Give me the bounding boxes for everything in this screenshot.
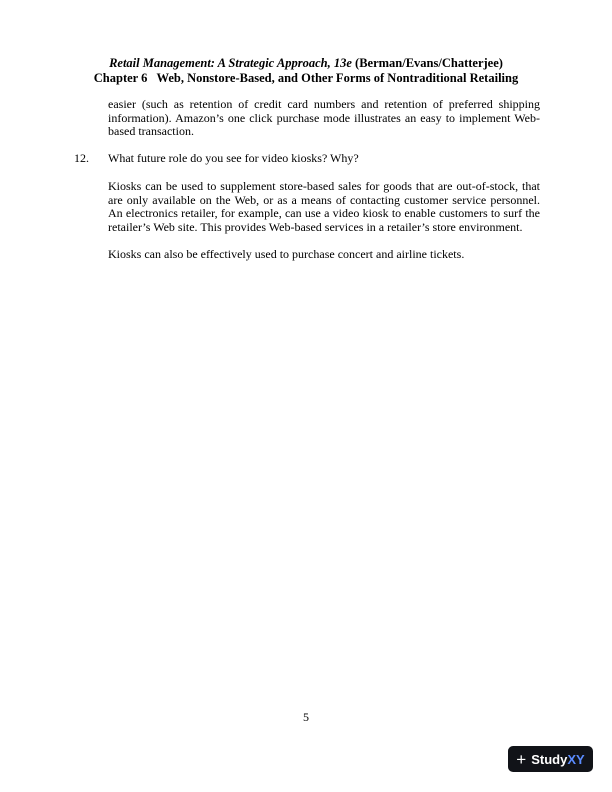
continuation-paragraph: easier (such as retention of credit card numbers and retention of preferred shipping information). Amazon’s one click purchase mode illustrates an easy to implement Web-based transaction. <box>108 97 540 139</box>
question-12 <box>74 152 359 166</box>
brand-main: Study <box>531 751 568 767</box>
question-number: 12. <box>74 151 89 165</box>
plus-icon: + <box>516 749 527 769</box>
page-number: 5 <box>303 710 309 724</box>
answer-paragraph-2: Kiosks can also be effectively used to purchase concert and airline tickets. <box>108 247 465 261</box>
page-header <box>0 56 612 86</box>
studyxy-watermark <box>508 746 593 772</box>
book-title: Retail Management: A Strategic Approach, 13e <box>109 56 352 70</box>
question-text: What future role do you see for video kiosks? Why? <box>108 151 359 165</box>
book-authors: (Berman/Evans/Chatterjee) <box>351 56 503 70</box>
answer-paragraph-1: Kiosks can be used to supplement store-based sales for goods that are out-of-stock, that are only available on the Web, or as a means of contacting customer service personnel. An electronics retailer, for example, can use a video kiosk to enable customers to surf the retailer’s Web site. This provides Web-based services in a retailer’s store environment. <box>108 179 540 234</box>
brand-text <box>531 752 584 767</box>
header-line-2: Chapter 6 Web, Nonstore-Based, and Other Forms of Nontraditional Retailing <box>93 71 519 85</box>
brand-accent: XY <box>567 751 585 767</box>
header-line-1 <box>0 56 612 71</box>
